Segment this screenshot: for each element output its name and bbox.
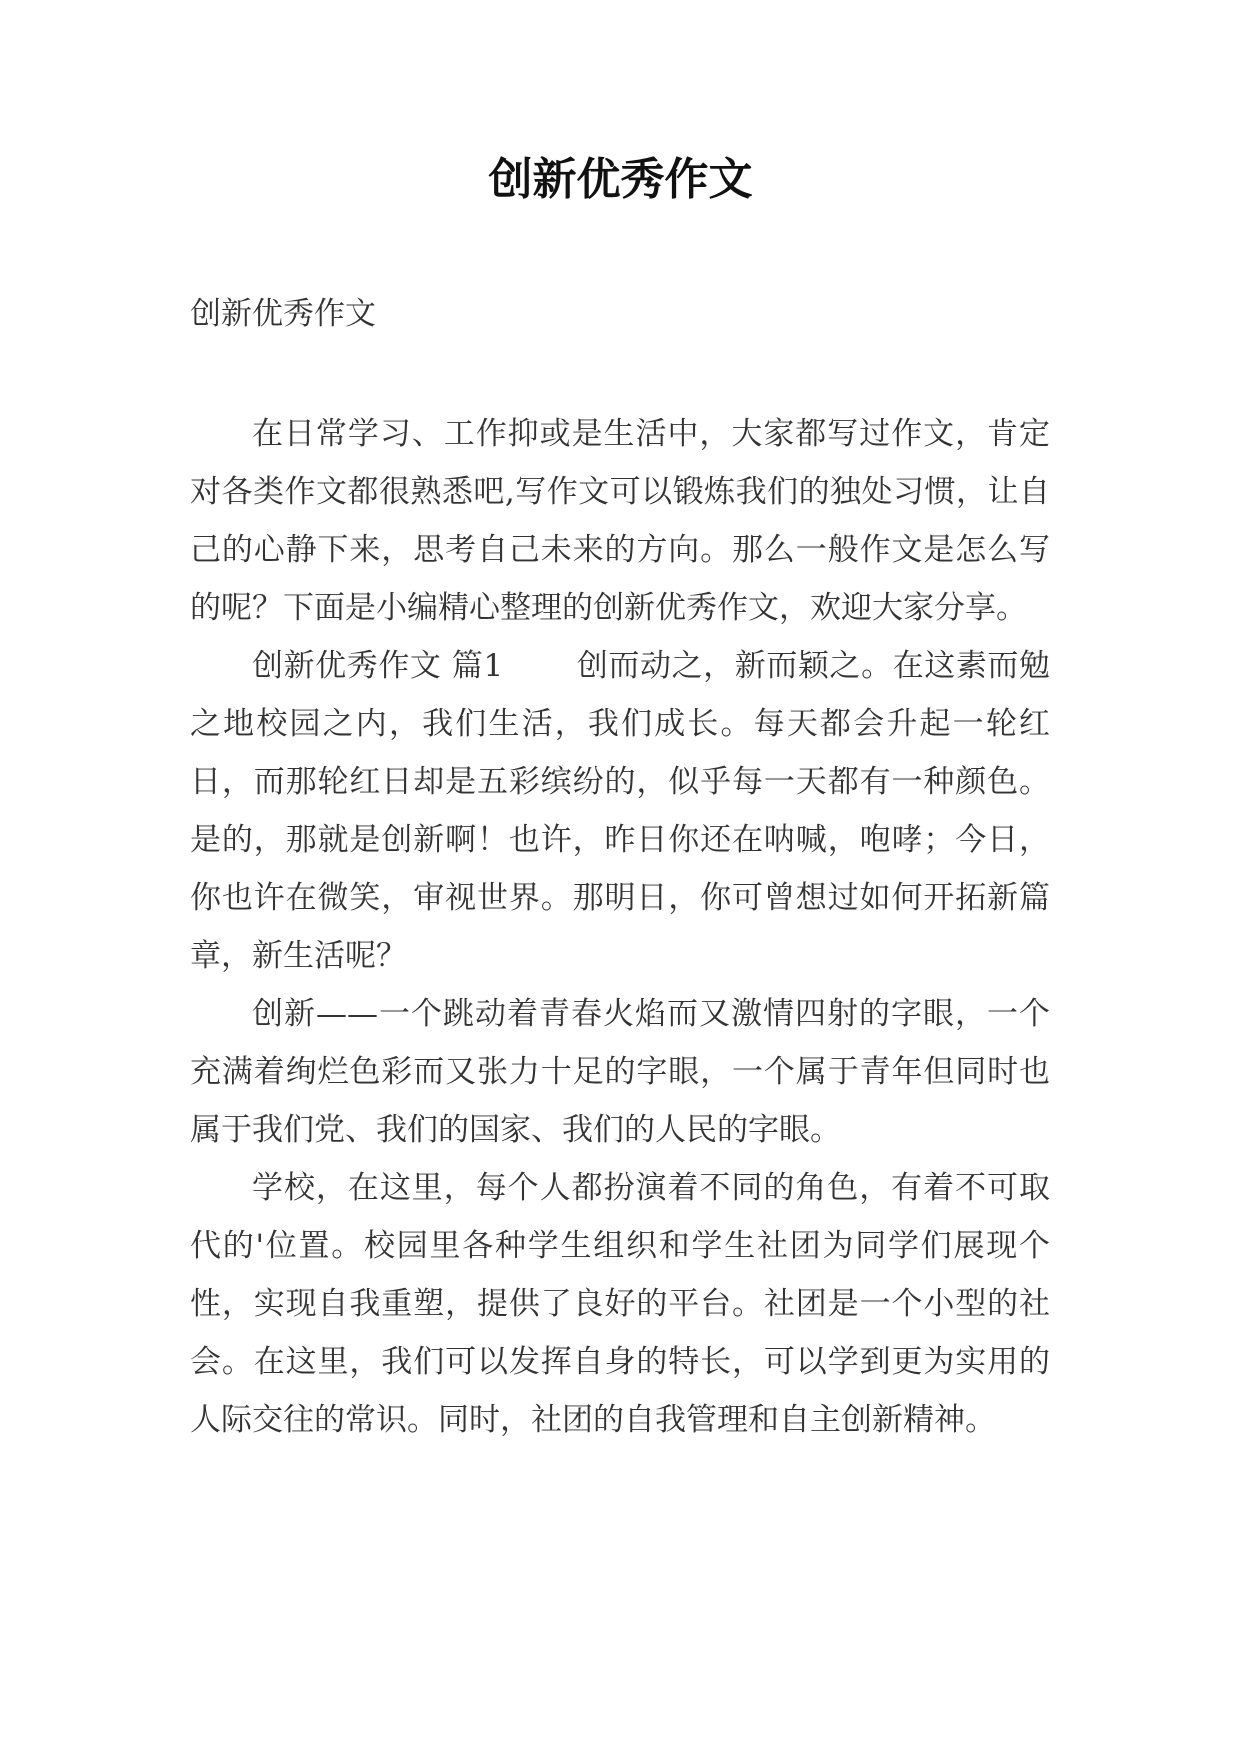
document-title: 创新优秀作文 bbox=[488, 154, 753, 205]
document-body bbox=[190, 405, 1050, 1449]
document-subtitle: 创新优秀作文 bbox=[190, 296, 376, 332]
paragraph-school: 学校，在这里，每个人都扮演着不同的角色，有着不可取代的'位置。校园里各种学生组织和学生社团为同学们展现个性，实现自我重塑，提供了良好的平台。社团是一个小型的社会。在这里，我们可以发挥自身的特长，可以学到更为实用的人际交往的常识。同时，社团的自我管理和自主创新精神。 bbox=[190, 1170, 1050, 1438]
paragraph-innovation: 创新——一个跳动着青春火焰而又激情四射的字眼，一个充满着绚烂色彩而又张力十足的字眼，一个属于青年但同时也属于我们党、我们的国家、我们的人民的字眼。 bbox=[190, 996, 1050, 1148]
paragraph-essay-1: 创新优秀作文 篇1 创而动之，新而颖之。在这素而勉之地校园之内，我们生活，我们成长。每天都会升起一轮红日，而那轮红日却是五彩缤纷的，似乎每一天都有一种颜色。是的，那就是创新啊！也许，昨日你还在呐喊，咆哮；今日，你也许在微笑，审视世界。那明日，你可曾想过如何开拓新篇章，新生活呢？ bbox=[190, 648, 1050, 974]
paragraph-intro: 在日常学习、工作抑或是生活中，大家都写过作文，肯定对各类作文都很熟悉吧,写作文可以锻炼我们的独处习惯，让自己的心静下来，思考自己未来的方向。那么一般作文是怎么写的呢？下面是小编精心整理的创新优秀作文，欢迎大家分享。 bbox=[190, 416, 1050, 626]
